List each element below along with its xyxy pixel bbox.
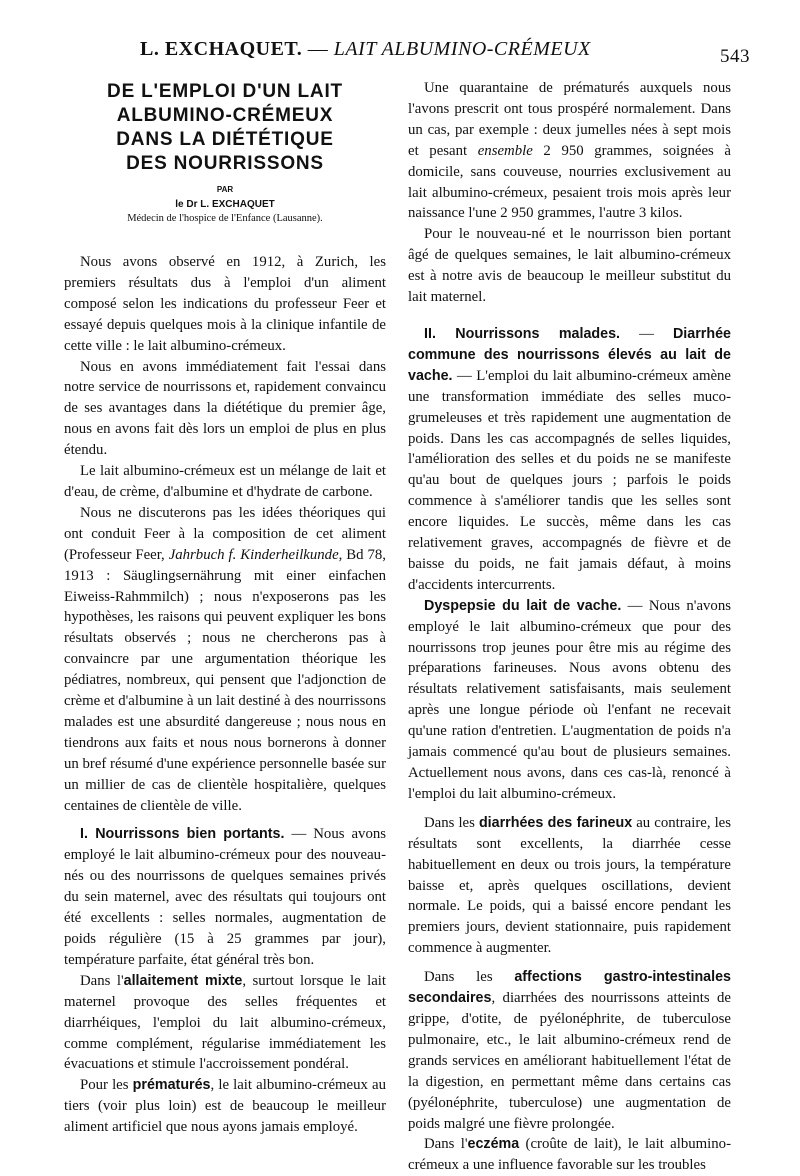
paragraph: Dyspepsie du lait de vache. — Nous n'avons employé le lait albumino-crémeux que pour des nourrissons trop jeunes pour être mis au régime des préparations farineuses. Nous avons obtenu des résultats relativement satisfaisants, mais seulement après une longue période où l'enfant ne recevait qu'une ration d'entretien. L'augmentation de poids n'a jamais commencé qu'au bout de plusieurs semaines. Actuellement nous avons, dans ces cas-là, renoncé à l'emploi du lait albumino-crémeux. [408,597,731,802]
article-title-line: ALBUMINO-CRÉMEUX [116,105,334,126]
running-head-dash: — [307,38,329,60]
paragraph: Dans les diarrhées des farineux au contraire, les résultats sont excellents, la diarrhée cesse habituellement en deux ou trois jours, la température baisse et, après quelques oscillations, devient normale. Le poids, qui a baissé encore pendant les premiers jours, devient stationnaire, puis rapidement commence à augmenter. [408,814,732,957]
left-column [64,78,386,1138]
author-line: le Dr L. EXCHAQUET [175,199,275,210]
bold-term: affections gastro-intestinales secondaires [408,969,731,1007]
section-paragraph: I. Nourrissons bien portants. — Nous avons employé le lait albumino-crémeux pour des nouveau-nés ou des nourrissons de quelques semaines privés du sein maternel, avec des résultats qui toujours ont été excellents : selles normales, augmentation de poids régulière (15 à 25 grammes par jour), température parfaite, état général très bon. [64,826,386,968]
article-title-line: DE L'EMPLOI D'UN LAIT [107,81,343,102]
paragraph: Nous avons observé en 1912, à Zurich, les premiers résultats dus à l'emploi d'un aliment composé selon les indications du professeur Feer et essayé depuis quelques mois à la clinique infantile de cette ville : le lait albumino-crémeux. [64,254,386,354]
article-title [64,80,386,176]
section-heading: I. Nourrissons bien portants. [80,826,285,843]
running-head-author: L. EXCHAQUET. [140,38,303,60]
par-label: PAR [216,185,234,194]
paragraph: Une quarantaine de prématurés auxquels nous l'avons prescrit ont tous prospéré normalement. Dans un cas, par exemple : deux jumelles nées à sept mois et pesant ensemble 2 950 grammes, soignées à domicile, sans couveuse, nourries exclusivement au lait albumino-crémeux, pesaient trois mois après leur naissance l'une 2 950 grammes, l'autre 3 kilos. [408,80,731,222]
paragraph: Dans l'eczéma (croûte de lait), le lait albumino-crémeux a une influence favorable sur les troubles [408,1136,731,1174]
running-head-title: LAIT ALBUMINO-CRÉMEUX [333,38,591,60]
section-paragraph: II. Nourrissons malades. — Diarrhée commune des nourrissons élevés au lait de vache. — L'emploi du lait albumino-crémeux amène une transformation immédiate des selles muco-grumeleuses et très rapidement une augmentation de poids. Dans les cas accompagnés de selles liquides, l'amélioration des selles et du poids ne se manifeste qu'au bout de quelques jours ; parfois le poids commence à s'améliorer tandis que les selles sont encore liquides. Le succès, même dans les cas relativement graves, accompagnés de fièvre et de baisse du poids, ne fait jamais défaut, à moins d'accidents intercurrents. [408,325,731,593]
right-column [408,78,731,1176]
paragraph: Dans les affections gastro-intestinales secondaires, diarrhées des nourrissons atteints de grippe, d'otite, de pyélonéphrite, de tuberculose pulmonaire, etc., le lait albumino-crémeux rend de grands services en améliorant habituellement l'état de la digestion, en permettant même dans certains cas (pyélonéphrite, tuberculose) une augmentation de poids malgré une fièvre prolongée. [408,969,731,1132]
article-title-line: DANS LA DIÉTÉTIQUE [116,129,334,150]
paragraph: Pour les prématurés, le lait albumino-crémeux au tiers (voir plus loin) est de beaucoup le meilleur aliment artificiel que nous ayons jamais employé. [64,1077,386,1136]
bold-term: diarrhées des farineux [478,814,633,831]
bold-term: prématurés [132,1077,211,1094]
bold-term: Dyspepsie du lait de vache. [424,597,622,614]
paragraph: Nous ne discuterons pas les idées théoriques qui ont conduit Feer à la composition de cet aliment (Professeur Feer, Jahrbuch f. Kinderheilkunde, Bd 78, 1913 : Säuglingsernährung mit einer einfachen Eiweiss-Rahmmilch) ; nous n'exposerons pas les hypothèses, les raisons qui peuvent expliquer les bons résultats observés ; nous ne chercherons pas à convaincre par une argumentation théorique les pédiatres, nombreux, qui pensent que l'adjonction de crème et d'albumine à un lait destiné à des nourrissons malades est une absurdité dangereuse ; nous nous en tiendrons aux faits et nous nous bornerons à donner un bref résumé d'une expérience personnelle basée sur un millier de cas de clientèle hospitalière, quelques centaines de clientèle de ville. [64,504,386,814]
running-head [140,38,750,68]
italic-term: ensemble [477,142,533,159]
article-title-line: DES NOURRISSONS [126,153,324,174]
section-number-heading: II. Nourrissons malades. [424,325,621,342]
paragraph: Nous en avons immédiatement fait l'essai dans notre service de nourrissons et, rapidement convaincu de ses avantages dans la diététique du premier âge, nous en avons fait dès lors un emploi de plus en plus étendu. [64,358,386,459]
paragraph: Dans l'allaitement mixte, surtout lorsque le lait maternel provoque des selles fréquentes et diarrhéiques, l'emploi du lait albumino-crémeux, comme complément, régularise immédiatement les évacuations et stimule l'accroissement pondéral. [64,972,386,1073]
bold-term: eczéma [467,1136,520,1153]
paragraph: Pour le nouveau-né et le nourrisson bien portant âgé de quelques semaines, le lait albumino-crémeux est à notre avis de beaucoup le meilleur substitut du lait maternel. [408,226,731,306]
author-affiliation: Médecin de l'hospice de l'Enfance (Lausanne). [127,213,323,224]
bold-term: allaitement mixte [123,972,243,989]
paragraph: Le lait albumino-crémeux est un mélange de lait et d'eau, de crème, d'albumine et d'hydrate de carbone. [64,463,386,500]
page-number: 543 [720,46,750,67]
citation-journal: Jahrbuch f. Kinderheilkunde [168,546,339,563]
section-heading: Diarrhée commune des nourrissons élevés au lait de vache. [408,325,731,384]
